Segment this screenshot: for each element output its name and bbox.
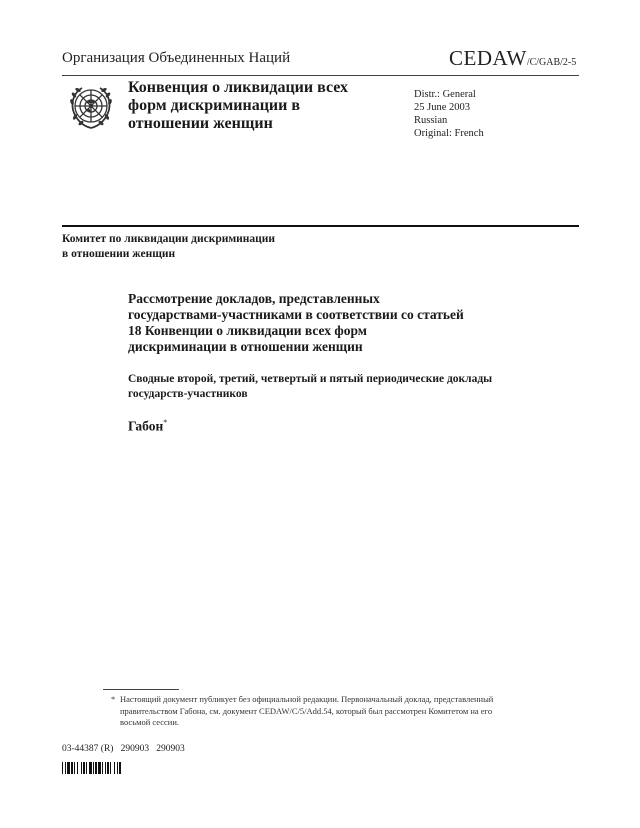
document-title: Рассмотрение докладов, представленных государствами-участниками в соответствии со статьей 18 Конвенции о ликвидации всех форм дискриминации в отношении женщин: [128, 291, 464, 354]
distribution-status: Distr.: General: [414, 89, 476, 100]
job-number-line: [62, 744, 185, 754]
header-rule: [62, 75, 579, 76]
document-subtitle: Сводные второй, третий, четвертый и пятый периодические доклады государств-участников: [128, 373, 493, 400]
job-date-1: 290903: [120, 744, 150, 754]
job-number: 03-44387 (R): [62, 744, 114, 754]
document-language: Russian: [414, 115, 448, 126]
convention-title: Конвенция о ликвидации всех форм дискриминации в отношении женщин: [128, 79, 349, 132]
symbol-suffix: /C/GAB/2-5: [526, 57, 577, 68]
footnote-text: Настоящий документ публикует без официальной редакции. Первоначальный доклад, представленный правительством Габона, см. документ CEDAW/C/5/Add.54, который был рассмотрен Комитетом на его восьмой сессии.: [120, 694, 494, 727]
committee-line-1: Комитет по ликвидации дискриминации: [62, 233, 276, 245]
footnote: [111, 694, 515, 729]
committee-line-2: в отношении женщин: [62, 248, 176, 260]
country-name: [128, 418, 167, 435]
symbol-main: CEDAW: [449, 46, 527, 70]
job-date-2: 290903: [156, 744, 185, 754]
footnote-reference: *: [163, 418, 168, 427]
footnote-rule: [103, 689, 179, 690]
document-date: 25 June 2003: [414, 102, 470, 113]
country-label: Габон: [128, 418, 164, 434]
distribution-block: [414, 88, 484, 140]
committee-name: [62, 232, 275, 262]
barcode-icon: [62, 762, 150, 774]
un-emblem-icon: [63, 80, 119, 136]
organization-name: Организация Объединенных Наций: [62, 50, 291, 66]
document-symbol: [449, 46, 576, 71]
section-rule: [62, 225, 579, 227]
original-language: Original: French: [414, 128, 484, 139]
footnote-mark: *: [111, 694, 116, 704]
